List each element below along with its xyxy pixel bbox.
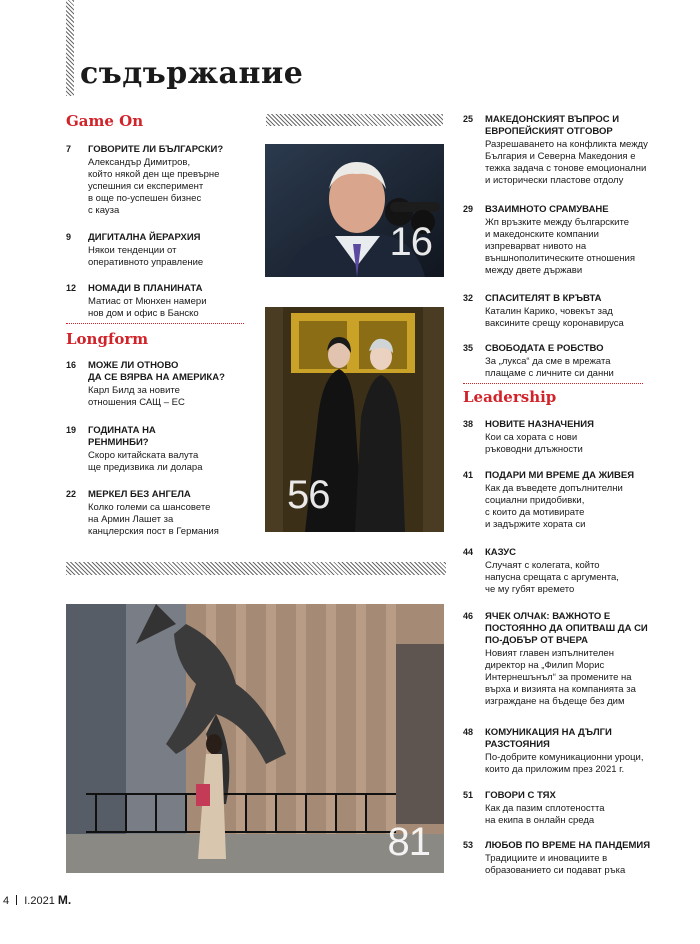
entry-headline: НОВИТЕ НАЗНАЧЕНИЯ xyxy=(485,419,594,430)
entry-headline: СВОБОДАТА Е РОБСТВО xyxy=(485,343,604,354)
section-divider xyxy=(463,383,643,384)
entry-description: По-добрите комуникационни уроци, които да приложим през 2021 г. xyxy=(485,752,644,775)
entry-headline: ЯЧЕК ОЛЧАК: ВАЖНОТО Е ПОСТОЯННО ДА ОПИТВАШ ДА СИ ПО-ДОБЪР ОТ ВЧЕРА xyxy=(485,611,648,646)
entry-description: Разрешаването на конфликта между България и Северна Македония е тежка задача с тонове емоционални и исторически пластове отдолу xyxy=(485,139,648,186)
entry-headline: ДИГИТАЛНА ЙЕРАРХИЯ xyxy=(88,232,201,243)
entry-headline: ВЗАИМНОТО СРАМУВАНЕ xyxy=(485,204,609,215)
page-number: 25 xyxy=(463,114,474,124)
page-title: съдържание xyxy=(80,56,304,91)
entry-headline: КАЗУС xyxy=(485,547,517,558)
toc-entry-38[interactable] xyxy=(463,419,688,456)
page-number: 7 xyxy=(66,144,72,154)
page-number: 29 xyxy=(463,204,474,214)
entry-headline: СПАСИТЕЛЯТ В КРЪВТА xyxy=(485,293,602,304)
section-title-leadership: Leadership xyxy=(463,388,557,406)
entry-headline: ГОДИНАТА НА РЕНМИНБИ? xyxy=(88,425,156,448)
hatch-bar-top-center xyxy=(266,114,443,126)
hatch-bar-middle xyxy=(66,562,446,575)
entry-headline: МОЖЕ ЛИ ОТНОВО ДА СЕ ВЯРВА НА АМЕРИКА? xyxy=(88,360,225,383)
entry-description: Жп връзките между българските и македонските компании изпреварват нивото на външнополитическите отношения между двете държави xyxy=(485,217,635,276)
section-title-game-on: Game On xyxy=(66,112,144,130)
toc-entry-9[interactable] xyxy=(66,232,246,269)
toc-entry-7[interactable] xyxy=(66,144,246,217)
footer-issue: I.2021 xyxy=(24,895,55,907)
entry-description: Скоро китайската валута ще предизвика ли долара xyxy=(88,450,203,473)
entry-headline: ЛЮБОВ ПО ВРЕМЕ НА ПАНДЕМИЯ xyxy=(485,840,651,851)
page-footer xyxy=(3,893,71,907)
toc-entry-48[interactable] xyxy=(463,727,693,776)
page-number: 22 xyxy=(66,489,77,499)
hatch-bar-vertical xyxy=(66,0,74,96)
page-number: 41 xyxy=(463,470,474,480)
toc-entry-29[interactable] xyxy=(463,204,688,277)
page-number: 46 xyxy=(463,611,474,621)
page-number: 48 xyxy=(463,727,474,737)
toc-entry-41[interactable] xyxy=(463,470,688,531)
footer-brand-logo: M. xyxy=(57,893,72,907)
toc-entry-44[interactable] xyxy=(463,547,688,596)
photo-article-16[interactable] xyxy=(265,144,444,277)
photo-page-number: 16 xyxy=(389,220,432,264)
photo-article-81[interactable] xyxy=(66,604,444,873)
entry-headline: КОМУНИКАЦИЯ НА ДЪЛГИ РАЗСТОЯНИЯ xyxy=(485,727,612,750)
toc-entry-22[interactable] xyxy=(66,489,251,538)
photo-article-56[interactable] xyxy=(265,307,444,532)
toc-entry-32[interactable] xyxy=(463,293,688,330)
toc-entry-46[interactable] xyxy=(463,611,693,708)
page-number: 44 xyxy=(463,547,474,557)
entry-description: Колко големи са шансовете на Армин Лашет за канцлерския пост в Германия xyxy=(88,502,219,537)
entry-headline: МАКЕДОНСКИЯТ ВЪПРОС И ЕВРОПЕЙСКИЯТ ОТГОВОР xyxy=(485,114,620,137)
entry-description: Александър Димитров, който някой ден ще превърне успешния си експеримент в още по-успешен бизнес с кауза xyxy=(88,157,220,216)
page-number: 35 xyxy=(463,343,474,353)
page-number: 12 xyxy=(66,283,77,293)
entry-description: Кои са хората с нови ръководни длъжности xyxy=(485,432,583,455)
entry-headline: ГОВОРИТЕ ЛИ БЪЛГАРСКИ? xyxy=(88,144,224,155)
toc-entry-51[interactable] xyxy=(463,790,688,827)
page-number: 32 xyxy=(463,293,474,303)
photo-page-number: 56 xyxy=(287,473,330,517)
toc-entry-25[interactable] xyxy=(463,114,688,187)
entry-description: Карл Билд за новите отношения САЩ – ЕС xyxy=(88,385,185,408)
toc-entry-35[interactable] xyxy=(463,343,688,380)
entry-description: Случаят с колегата, който напусна срещата с аргумента, че му губят времето xyxy=(485,560,619,595)
footer-separator xyxy=(16,895,17,905)
entry-headline: НОМАДИ В ПЛАНИНАТА xyxy=(88,283,203,294)
section-title-longform: Longform xyxy=(66,330,149,348)
entry-description: За „лукса“ да сме в мрежата плащаме с личните си данни xyxy=(485,356,614,379)
toc-entry-19[interactable] xyxy=(66,425,246,474)
page-number: 9 xyxy=(66,232,72,242)
toc-entry-16[interactable] xyxy=(66,360,246,409)
entry-description: Традициите и иновациите в образованието си подават ръка xyxy=(485,853,626,876)
page-number: 51 xyxy=(463,790,474,800)
page-number: 19 xyxy=(66,425,77,435)
entry-headline: МЕРКЕЛ БЕЗ АНГЕЛА xyxy=(88,489,191,500)
entry-description: Новият главен изпълнителен директор на „Филип Морис Интернешънъл“ за промените на върха и визията на компанията за изграждане на бъдеще без дим xyxy=(485,648,636,707)
page-number: 53 xyxy=(463,840,474,850)
page-number: 38 xyxy=(463,419,474,429)
section-divider xyxy=(66,323,244,324)
entry-description: Някои тенденции от оперативното управление xyxy=(88,245,204,268)
page-number: 16 xyxy=(66,360,77,370)
entry-description: Матиас от Мюнхен намери нов дом и офис в Банско xyxy=(88,296,207,319)
entry-description: Как да пазим сплотеността на екипа в онлайн среда xyxy=(485,803,605,826)
entry-headline: ГОВОРИ С ТЯХ xyxy=(485,790,556,801)
entry-description: Как да въведете допълнителни социални придобивки, с които да мотивирате и задържите хората си xyxy=(485,483,623,530)
photo-page-number: 81 xyxy=(387,820,430,864)
toc-entry-12[interactable] xyxy=(66,283,246,320)
footer-page-number: 4 xyxy=(3,895,10,907)
entry-headline: ПОДАРИ МИ ВРЕМЕ ДА ЖИВЕЯ xyxy=(485,470,635,481)
toc-entry-53[interactable] xyxy=(463,840,688,877)
entry-description: Каталин Карико, човекът зад ваксините срещу коронавируса xyxy=(485,306,624,329)
